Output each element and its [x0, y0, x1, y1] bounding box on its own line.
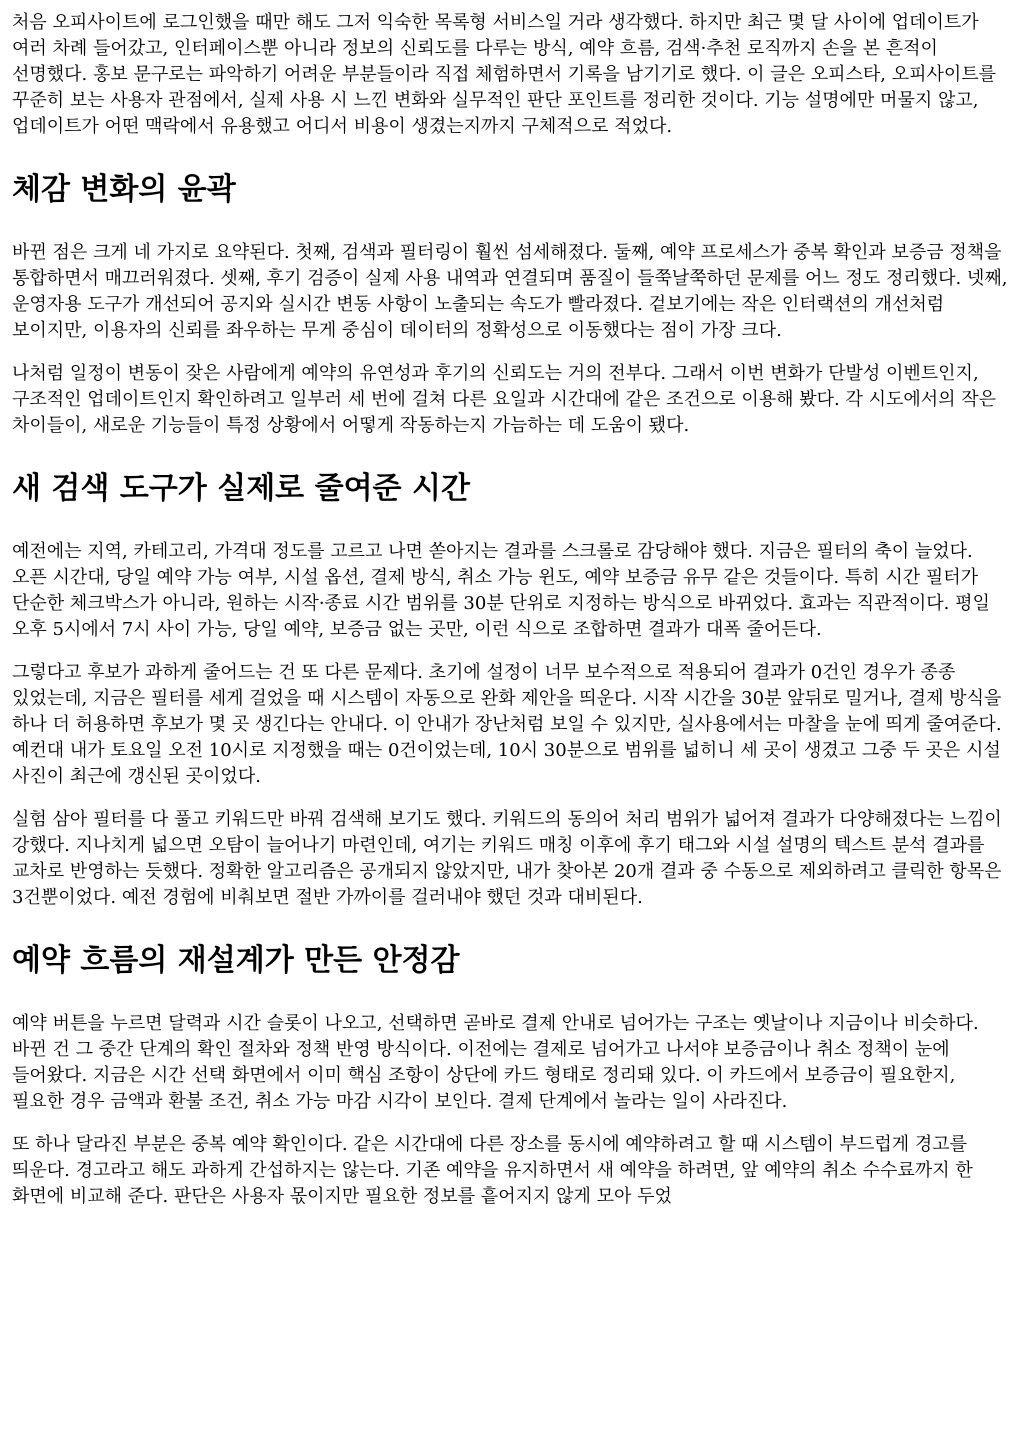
section-search-tool: [12, 469, 1012, 911]
section-booking-paragraph-1: 예약 버튼을 누르면 달력과 시간 슬롯이 나오고, 선택하면 곧바로 결제 안내로 넘어가는 구조는 옛날이나 지금이나 비슷하다. 바뀐 건 그 중간 단계의 확인 절차와 정책 반영 방식이다. 이전에는 결제로 넘어가고 나서야 보증금이나 취소 정책이 눈에 들어왔다. 지금은 시간 선택 화면에서 이미 핵심 조항이 상단에 카드 형태로 정리돼 있다. 이 카드에서 보증금이 필요한지, 필요한 경우 금액과 환불 조건, 취소 가능 마감 시각이 보인다. 결제 단계에서 놀라는 일이 사라진다.: [12, 1013, 979, 1112]
section-search-paragraph-1: 예전에는 지역, 카테고리, 가격대 정도를 고르고 나면 쏟아지는 결과를 스크롤로 감당해야 했다. 지금은 필터의 축이 늘었다. 오픈 시간대, 당일 예약 가능 여부, 시설 옵션, 결제 방식, 취소 가능 윈도, 예약 보증금 유무 같은 것들이다. 특히 시간 필터가 단순한 체크박스가 아니라, 원하는 시작·종료 시간 범위를 30분 단위로 지정하는 방식으로 바뀌었다. 효과는 직관적이다. 평일 오후 5시에서 7시 사이 가능, 당일 예약, 보증금 없는 곳만, 이런 식으로 조합하면 결과가 대폭 줄어든다.: [12, 541, 990, 640]
section-search-paragraph-3: 실험 삼아 필터를 다 풀고 키워드만 바꿔 검색해 보기도 했다. 키워드의 동의어 처리 범위가 넓어져 결과가 다양해졌다는 느낌이 강했다. 지나치게 넓으면 오탐이 늘어나기 마련인데, 여기는 키워드 매칭 이후에 후기 태그와 시설 설명의 텍스트 분석 결과를 교차로 반영하는 듯했다. 정확한 알고리즘은 공개되지 않았지만, 내가 찾아본 20개 결과 중 수동으로 제외하려고 클릭한 항목은 3건뿐이었다. 예전 경험에 비춰보면 절반 가까이를 걸러내야 했던 것과 대비된다.: [12, 809, 1002, 908]
section-booking-flow: [12, 941, 1012, 1210]
section-search-paragraph-2: 그렇다고 후보가 과하게 줄어드는 건 또 다른 문제다. 초기에 설정이 너무 보수적으로 적용되어 결과가 0건인 경우가 종종 있었는데, 지금은 필터를 세게 걸었을 때 시스템이 자동으로 완화 제안을 띄운다. 시작 시간을 30분 앞뒤로 밀거나, 결제 방식을 하나 더 허용하면 후보가 몇 곳 생긴다는 안내다. 이 안내가 장난처럼 보일 수 있지만, 실사용에서는 마찰을 눈에 띄게 줄여준다. 예컨대 내가 토요일 오전 10시로 지정했을 때는 0건이었는데, 10시 30분으로 범위를 넓히니 세 곳이 생겼고 그중 두 곳은 시설 사진이 최근에 갱신된 곳이었다.: [12, 662, 1002, 787]
section-overview-paragraph-2: 나처럼 일정이 변동이 잦은 사람에게 예약의 유연성과 후기의 신뢰도는 거의 전부다. 그래서 이번 변화가 단발성 이벤트인지, 구조적인 업데이트인지 확인하려고 일부러 세 번에 걸쳐 다른 요일과 시간대에 같은 조건으로 이용해 봤다. 각 시도에서의 작은 차이들이, 새로운 기능들이 특정 상황에서 어떻게 작동하는지 가늠하는 데 도움이 됐다.: [12, 363, 997, 436]
section-overview-paragraph-1: 바뀐 점은 크게 네 가지로 요약된다. 첫째, 검색과 필터링이 훨씬 섬세해졌다. 둘째, 예약 프로세스가 중복 확인과 보증금 정책을 통합하면서 매끄러워졌다. 셋째, 후기 검증이 실제 사용 내역과 연결되며 품질이 들쭉날쭉하던 문제를 어느 정도 정리했다. 넷째, 운영자용 도구가 개선되어 공지와 실시간 변동 사항이 노출되는 속도가 빨라졌다. 겉보기에는 작은 인터랙션의 개선처럼 보이지만, 이용자의 신뢰를 좌우하는 무게 중심이 데이터의 정확성으로 이동했다는 점이 가장 크다.: [12, 242, 1008, 341]
section-overview: [12, 170, 1012, 439]
intro-paragraph: 처음 오피사이트에 로그인했을 때만 해도 그저 익숙한 목록형 서비스일 거라 생각했다. 하지만 최근 몇 달 사이에 업데이트가 여러 차례 들어갔고, 인터페이스뿐 아니라 정보의 신뢰도를 다루는 방식, 예약 흐름, 검색·추천 로직까지 손을 본 흔적이 선명했다. 홍보 문구로는 파악하기 어려운 부분들이라 직접 체험하면서 기록을 남기기로 했다. 이 글은 오피스타, 오피사이트를 꾸준히 보는 사용자 관점에서, 실제 사용 시 느낀 변화와 실무적인 판단 포인트를 정리한 것이다. 기능 설명에만 머물지 않고, 업데이트가 어떤 맥락에서 유용했고 어디서 비용이 생겼는지까지 구체적으로 적었다.: [12, 12, 997, 137]
section-booking-paragraph-2: 또 하나 달라진 부분은 중복 예약 확인이다. 같은 시간대에 다른 장소를 동시에 예약하려고 할 때 시스템이 부드럽게 경고를 띄운다. 경고라고 해도 과하게 간섭하지는 않는다. 기존 예약을 유지하면서 새 예약을 하려면, 앞 예약의 취소 수수료까지 한 화면에 비교해 준다. 판단은 사용자 몫이지만 필요한 정보를 흩어지지 않게 모아 두었: [12, 1134, 973, 1207]
section-heading-booking-flow: 예약 흐름의 재설계가 만든 안정감: [12, 943, 460, 978]
section-heading-search-tool: 새 검색 도구가 실제로 줄여준 시간: [12, 471, 470, 506]
section-heading-overview: 체감 변화의 윤곽: [12, 172, 236, 207]
